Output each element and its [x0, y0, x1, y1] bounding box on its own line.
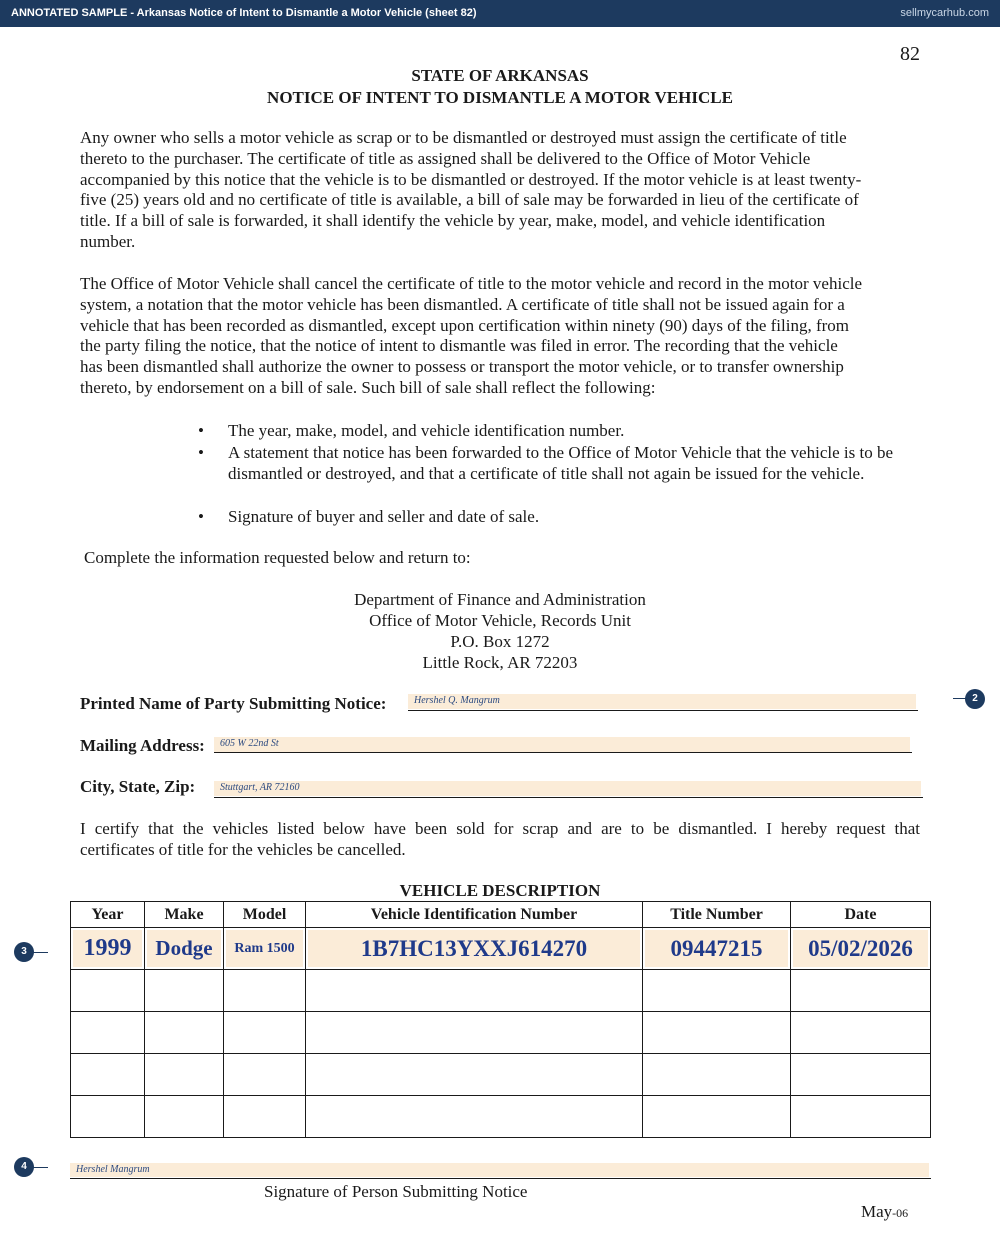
vehicle-description-title: VEHICLE DESCRIPTION [399, 881, 601, 900]
signature-underline [70, 1178, 931, 1179]
city-state-zip-underline [214, 797, 923, 798]
date-cell[interactable] [791, 928, 931, 970]
paragraph-line: thereto to the purchaser. The certificate of title as assigned shall be delivered to the Office of Motor Vehicle [80, 148, 811, 168]
bullet-item: Signature of buyer and seller and date of sale. [228, 507, 540, 526]
column-header-model: Model [224, 902, 306, 928]
make-cell[interactable] [145, 928, 224, 970]
paragraph-line: system, a notation that the motor vehicle has been dismantled. A certificate of title shall not be issued again for a [80, 294, 845, 314]
column-header-vin: Vehicle Identification Number [306, 902, 643, 928]
vehicle-description-table [70, 901, 931, 1138]
mailing-address-field[interactable]: 605 W 22nd St [214, 737, 910, 752]
signature-field[interactable]: Hershel Mangrum [70, 1163, 929, 1177]
return-instructions: Complete the information requested below and return to: [84, 548, 471, 567]
page-number: 82 [900, 43, 920, 65]
printed-name-field[interactable]: Hershel Q. Mangrum [408, 694, 916, 709]
table-row-empty[interactable] [71, 1096, 931, 1138]
table-row-empty[interactable] [71, 970, 931, 1012]
signature-label: Signature of Person Submitting Notice [264, 1182, 528, 1201]
mailing-address-label: Mailing Address: [80, 736, 205, 755]
banner-title: ANNOTATED SAMPLE - Arkansas Notice of Intent to Dismantle a Motor Vehicle (sheet 82) [11, 7, 477, 19]
bullet-item: A statement that notice has been forwarded to the Office of Motor Vehicle that the vehicle is to be dismantled or destroyed, and that a certificate of title shall not again be issued for the vehicle. [228, 443, 893, 483]
address-line: P.O. Box 1272 [450, 632, 550, 651]
paragraph-line: title. If a bill of sale is forwarded, it shall identify the vehicle by year, make, model, and vehicle identification [80, 211, 826, 231]
revision-year: -06 [892, 1206, 909, 1220]
certification-statement [80, 819, 920, 861]
model-value: Ram 1500 [226, 930, 303, 967]
bullet-glyph: • [198, 507, 204, 526]
vin-value: 1B7HC13YXXJ614270 [308, 930, 640, 967]
paragraph-line: five (25) years old and no certificate of title is available, a bill of sale may be forwarded in lieu of the certificate of [80, 190, 859, 210]
annotation-banner [0, 0, 1000, 27]
table-row-empty[interactable] [71, 1054, 931, 1096]
annotation-marker-4[interactable]: 4 [14, 1157, 34, 1177]
bullet-glyph: • [198, 421, 204, 440]
cancellation-paragraph [80, 274, 920, 399]
year-value: 1999 [73, 930, 142, 967]
intro-paragraph [80, 128, 920, 253]
column-header-year: Year [71, 902, 145, 928]
bullet-item: The year, make, model, and vehicle identification number. [228, 421, 625, 440]
paragraph-line: the party filing the notice, that the notice of intent to dismantle was filed in error. The recording that the vehicle [80, 336, 838, 356]
marker-leader-line [30, 1167, 48, 1168]
title-number-cell[interactable] [643, 928, 791, 970]
address-line: Little Rock, AR 72203 [422, 653, 578, 672]
paragraph-line: number. [80, 231, 136, 251]
revision-month: May [861, 1202, 893, 1221]
paragraph-line: The Office of Motor Vehicle shall cancel the certificate of title to the motor vehicle and record in the motor vehicle [80, 274, 863, 293]
printed-name-label: Printed Name of Party Submitting Notice: [80, 694, 387, 713]
address-line: Office of Motor Vehicle, Records Unit [369, 611, 631, 630]
make-value: Dodge [147, 930, 221, 967]
form-state-heading: STATE OF ARKANSAS [411, 66, 589, 85]
certify-line: certificates of title for the vehicles be cancelled. [80, 839, 406, 859]
city-state-zip-field[interactable]: Stuttgart, AR 72160 [214, 781, 921, 796]
column-header-title-number: Title Number [643, 902, 791, 928]
certify-line: I certify that the vehicles listed below have been sold for scrap and are to be dismantled. I hereby request that [80, 819, 920, 838]
table-row-empty[interactable] [71, 1012, 931, 1054]
paragraph-line: accompanied by this notice that the vehicle is to be dismantled or destroyed. If the motor vehicle is at least twenty- [80, 169, 862, 189]
paragraph-line: has been dismantled shall authorize the owner to possess or transport the motor vehicle, or to transfer ownership [80, 357, 844, 377]
year-cell[interactable] [71, 928, 145, 970]
column-header-make: Make [145, 902, 224, 928]
date-value: 05/02/2026 [793, 930, 928, 967]
title-number-value: 09447215 [645, 930, 788, 967]
marker-leader-line [30, 952, 48, 953]
city-state-zip-label: City, State, Zip: [80, 777, 196, 796]
mailing-address-underline [214, 752, 912, 753]
annotation-marker-2[interactable]: 2 [965, 689, 985, 709]
form-revision-date [861, 1202, 908, 1222]
address-line: Department of Finance and Administration [354, 590, 646, 609]
paragraph-line: vehicle that has been recorded as dismantled, except upon certification within ninety (90) days of the filing, from [80, 315, 850, 335]
table-row [71, 928, 931, 970]
printed-name-underline [408, 710, 918, 711]
column-header-date: Date [791, 902, 931, 928]
paragraph-line: thereto, by endorsement on a bill of sale. Such bill of sale shall reflect the following: [80, 377, 656, 397]
paragraph-line: Any owner who sells a motor vehicle as scrap or to be dismantled or destroyed must assign the certificate of title [80, 128, 847, 147]
vin-cell[interactable] [306, 928, 643, 970]
model-cell[interactable] [224, 928, 306, 970]
banner-site: sellmycarhub.com [900, 7, 989, 19]
annotation-marker-3[interactable]: 3 [14, 942, 34, 962]
form-title: NOTICE OF INTENT TO DISMANTLE A MOTOR VEHICLE [267, 88, 733, 107]
table-header-row [71, 902, 931, 928]
bullet-glyph: • [198, 443, 204, 462]
